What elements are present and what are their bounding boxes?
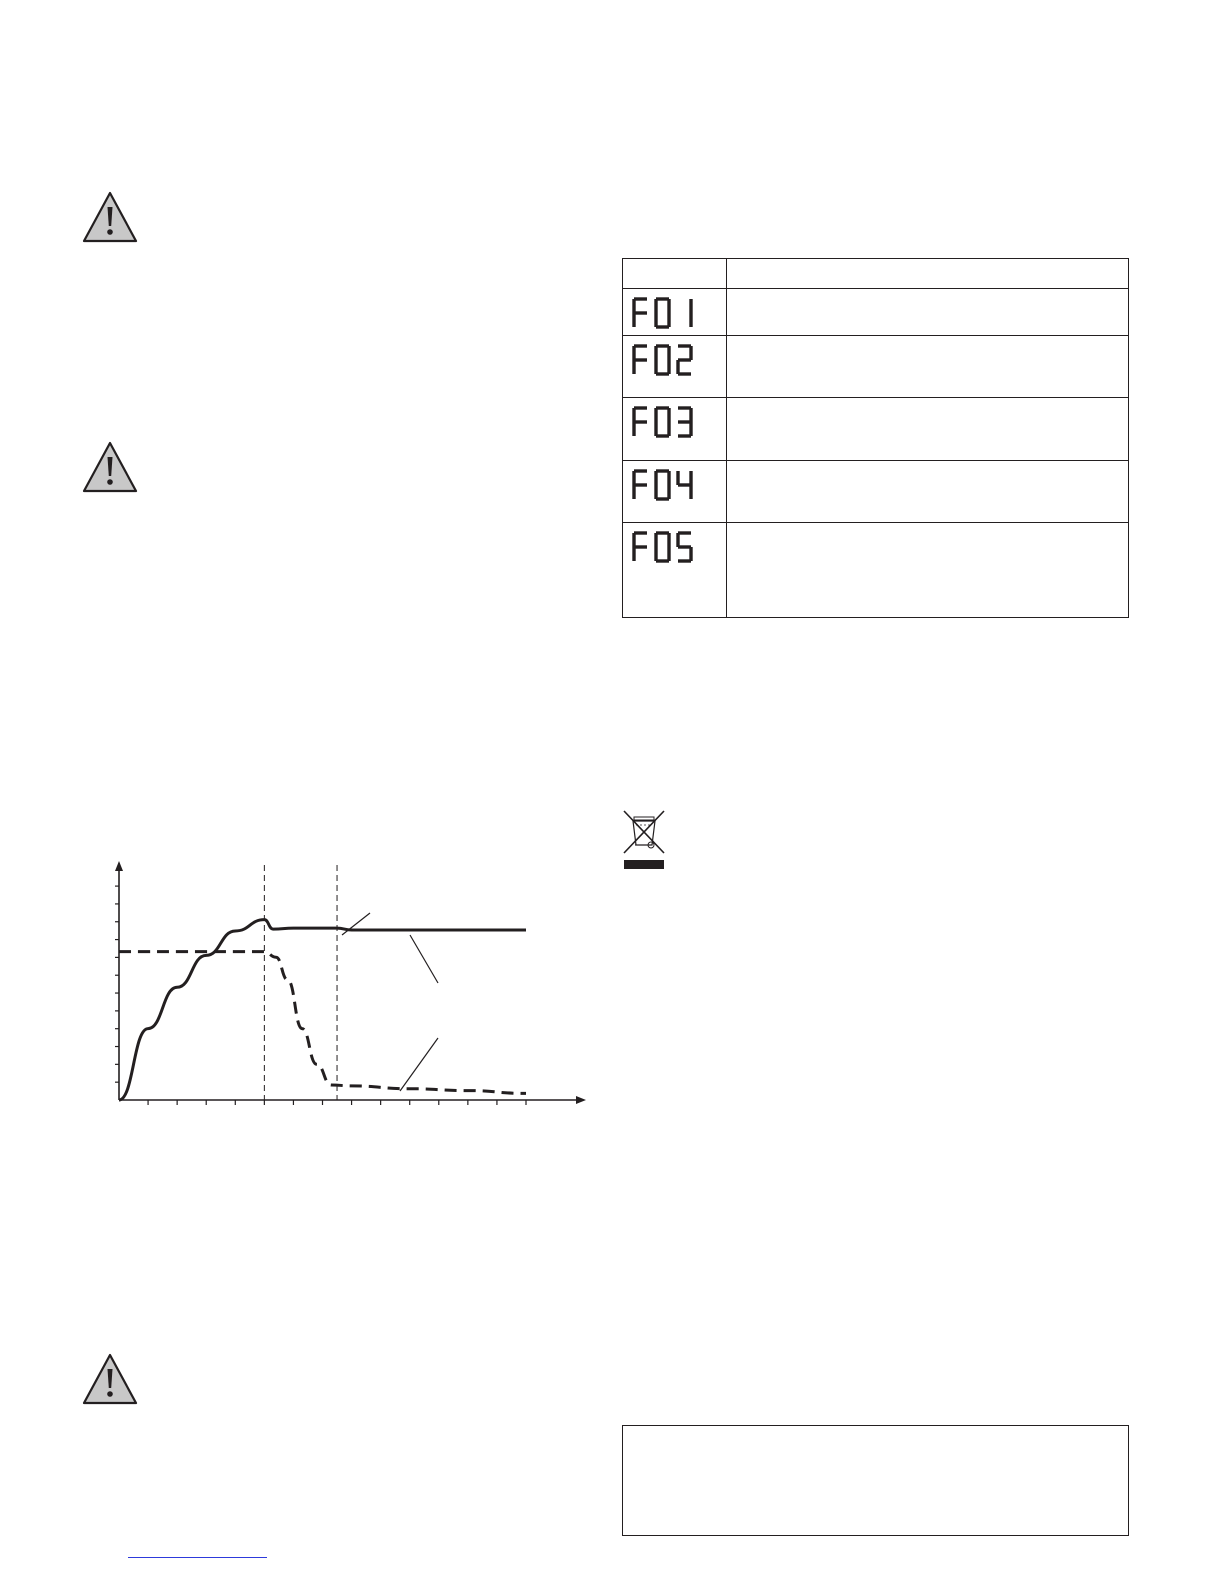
table-row xyxy=(623,335,1129,398)
error-description-cell xyxy=(727,460,1129,523)
error-code-cell xyxy=(623,398,727,461)
table-row xyxy=(623,289,1129,335)
callout-leader-line xyxy=(400,1038,438,1091)
error-description-cell xyxy=(727,398,1129,461)
crossed-out-wheelie-bin-icon xyxy=(620,807,668,871)
table-row xyxy=(623,398,1129,461)
x-axis-arrow xyxy=(576,1096,586,1104)
seven-segment-code xyxy=(632,531,726,565)
callout-leader-line xyxy=(342,913,370,935)
seven-segment-code xyxy=(632,297,726,331)
error-description-cell xyxy=(727,523,1129,618)
error-code-cell xyxy=(623,335,727,398)
table-header-row xyxy=(623,259,1129,289)
warning-triangle-icon xyxy=(82,191,138,243)
chart-canvas xyxy=(100,855,590,1115)
note-box xyxy=(622,1425,1129,1536)
current-series-line xyxy=(119,952,526,1094)
error-code-cell xyxy=(623,460,727,523)
seven-segment-code xyxy=(632,344,726,378)
callout-leader-line xyxy=(410,935,438,983)
warning-triangle-icon xyxy=(82,1353,138,1405)
header-code xyxy=(623,259,727,289)
header-description xyxy=(727,259,1129,289)
chart-plot xyxy=(115,861,586,1105)
warning-triangle-icon xyxy=(82,441,138,493)
error-code-cell xyxy=(623,289,727,335)
table-row xyxy=(623,460,1129,523)
hyperlink-underline[interactable] xyxy=(128,1557,267,1558)
seven-segment-code xyxy=(632,406,726,440)
charging-curve-chart xyxy=(100,855,590,1115)
seven-segment-code xyxy=(632,469,726,503)
y-axis-arrow xyxy=(115,861,123,871)
error-description-cell xyxy=(727,335,1129,398)
error-description-cell xyxy=(727,289,1129,335)
table-row xyxy=(623,523,1129,618)
error-code-cell xyxy=(623,523,727,618)
error-code-table xyxy=(622,258,1129,618)
